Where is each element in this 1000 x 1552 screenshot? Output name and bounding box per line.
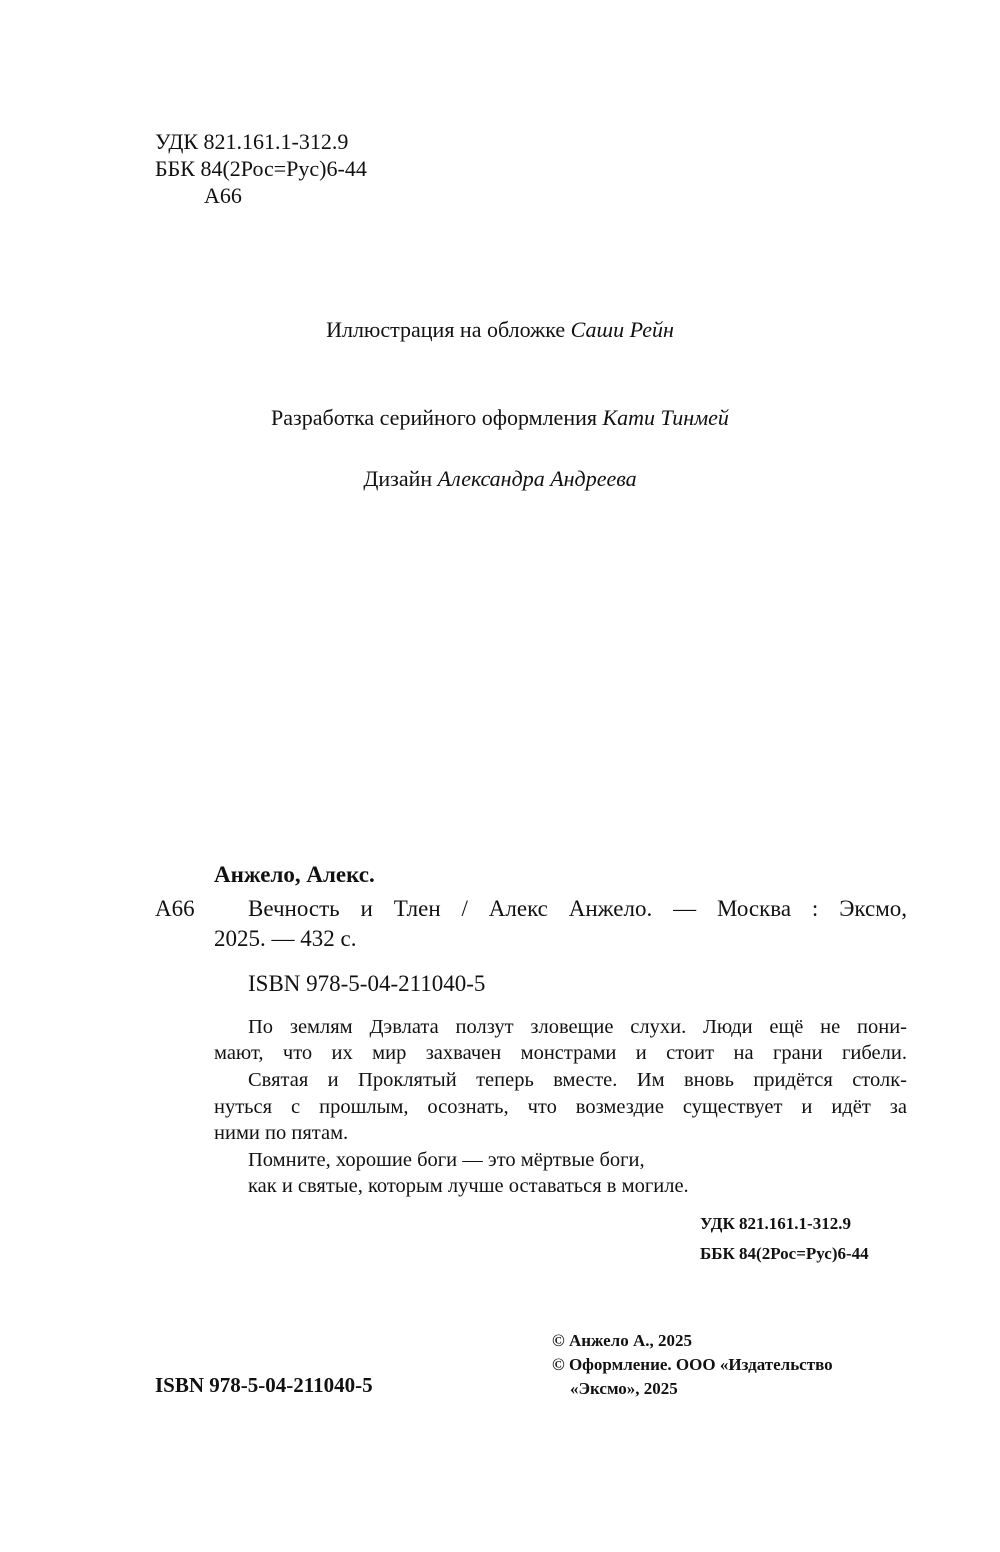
series-design-label: Разработка серийного оформления [271, 405, 597, 430]
illustration-credit [0, 316, 1000, 344]
design-credit [0, 465, 1000, 493]
annotation-line: Святая и Проклятый теперь вместе. Им вновь придётся столк- [248, 1069, 907, 1091]
catalog-mark: А66 [155, 896, 195, 921]
illustrator-name: Саши Рейн [570, 317, 674, 342]
design-label: Дизайн [363, 466, 433, 491]
udk-code: УДК 821.161.1-312.9 [155, 129, 349, 154]
annotation-line: По землям Дэвлата ползут зловещие слухи. Люди ещё не пони- [248, 1016, 907, 1038]
copyright-design-line2: «Эксмо», 2025 [570, 1379, 678, 1398]
footer-isbn: ISBN 978-5-04-211040-5 [155, 1373, 373, 1397]
copyright-design-line1: © Оформление. ООО «Издательство [552, 1355, 833, 1374]
catalog-udk: УДК 821.161.1-312.9 [700, 1214, 851, 1233]
author-mark: А66 [204, 183, 242, 208]
annotation-line: нуться с прошлым, осознать, что возмездие существует и идёт за [214, 1096, 907, 1118]
annotation-line: Помните, хорошие боги — это мёртвые боги, [248, 1149, 645, 1171]
annotation-line: мают, что их мир захвачен монстрами и стоит на грани гибели. [214, 1042, 907, 1064]
designer-name: Александра Андреева [437, 466, 637, 491]
illustration-label: Иллюстрация на обложке [326, 317, 566, 342]
catalog-title-line2: 2025. — 432 с. [214, 926, 357, 951]
catalog-isbn: ISBN 978-5-04-211040-5 [248, 971, 486, 996]
catalog-title-line1: Вечность и Тлен / Алекс Анжело. — Москва : Эксмо, [248, 896, 907, 921]
catalog-bbk: ББК 84(2Рос=Рус)6-44 [700, 1244, 869, 1263]
annotation-line: как и святые, которым лучше оставаться в могиле. [248, 1175, 689, 1197]
bbk-code: ББК 84(2Рос=Рус)6-44 [155, 156, 367, 181]
annotation-line: ними по пятам. [214, 1122, 349, 1144]
series-design-credit [0, 404, 1000, 432]
copyright-author: © Анжело А., 2025 [552, 1331, 692, 1350]
catalog-author: Анжело, Алекс. [214, 862, 375, 887]
series-designer-name: Кати Тинмей [602, 405, 729, 430]
